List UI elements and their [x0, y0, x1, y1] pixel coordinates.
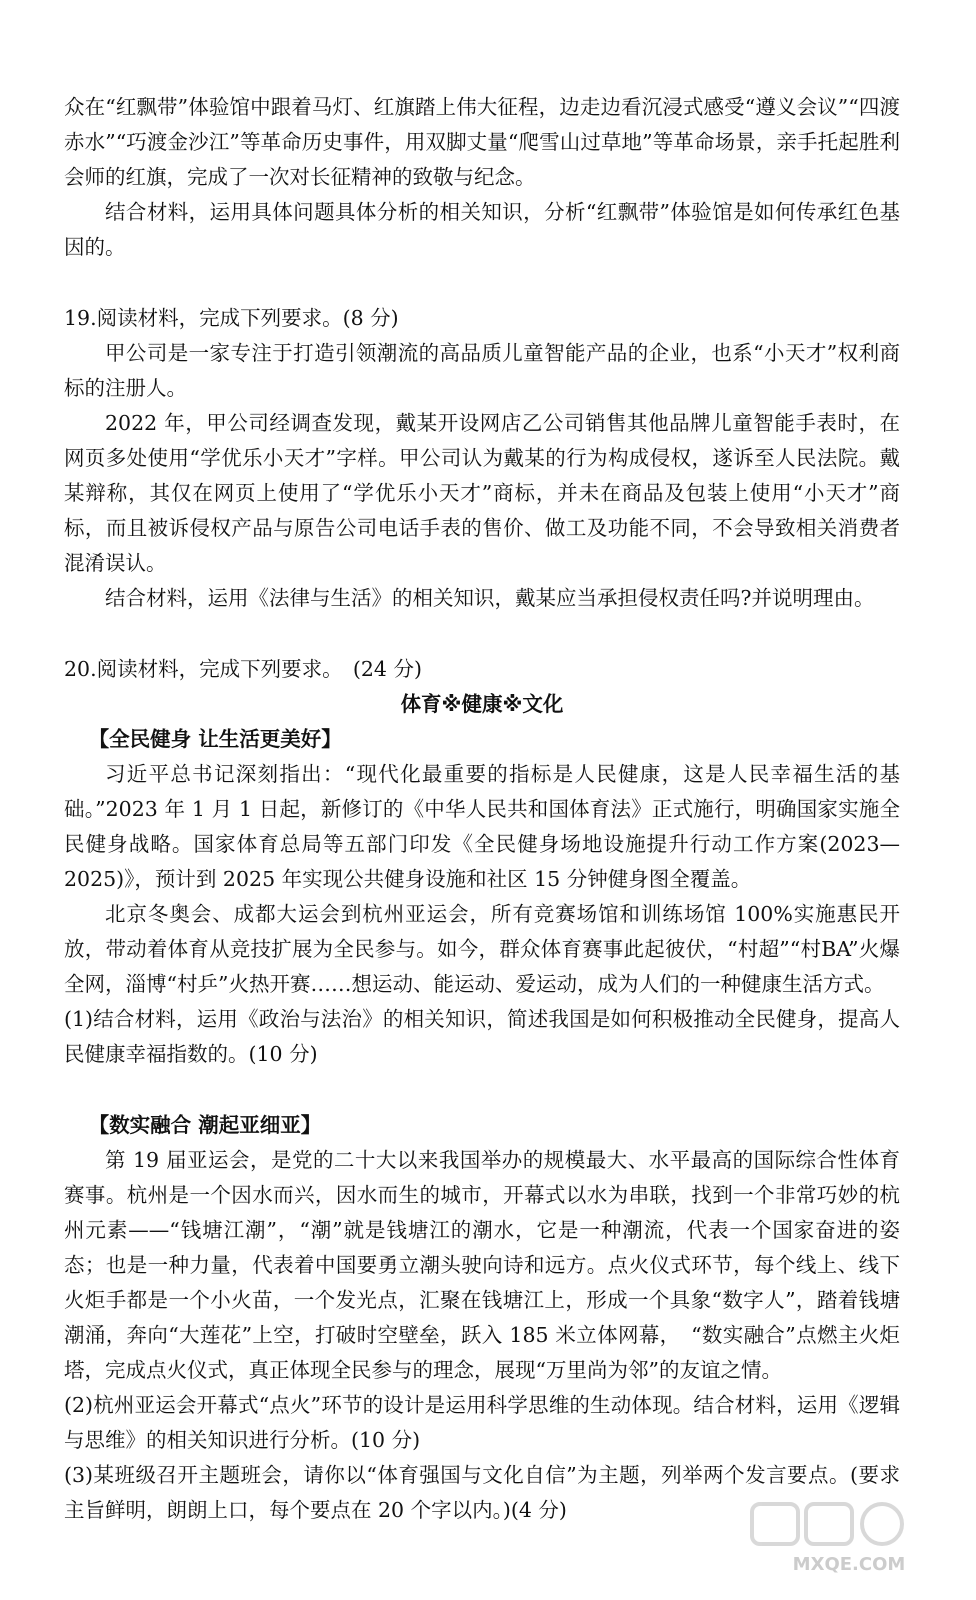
- document-page: [64, 90, 900, 1528]
- section-heading-digital: 【数实融合 潮起亚细亚】: [88, 1113, 322, 1137]
- question-19-prompt: 结合材料，运用《法律与生活》的相关知识，戴某应当承担侵权责任吗?并说明理由。: [105, 586, 875, 610]
- question-20-paragraph: 北京冬奥会、成都大运会到杭州亚运会，所有竞赛场馆和训练场馆 100%实施惠民开放，带动着体育从竞技扩展为全民参与。如今，群众体育赛事此起彼伏，“村超”“村BA”火爆全网，淄博“村乒”火热开赛……想运动、能运动、爱运动，成为人们的一种健康生活方式。: [64, 902, 900, 996]
- question-19-paragraph: 2022 年，甲公司经调查发现，戴某开设网店乙公司销售其他品牌儿童智能手表时，在网页多处使用“学优乐小天才”字样。甲公司认为戴某的行为构成侵权，遂诉至人民法院。戴某辩称，其仅在网页上使用了“学优乐小天才”商标，并未在商品及包装上使用“小天才”商标，而且被诉侵权产品与原告公司电话手表的售价、做工及功能不同，不会导致相关消费者混淆误认。: [64, 411, 900, 575]
- question-20-paragraph: 第 19 届亚运会，是党的二十大以来我国举办的规模最大、水平最高的国际综合性体育赛事。杭州是一个因水而兴，因水而生的城市，开幕式以水为串联，找到一个非常巧妙的杭州元素——“钱塘江潮”，“潮”就是钱塘江的潮水，它是一种潮流，代表一个国家奋进的姿态；也是一种力量，代表着中国要勇立潮头驶向诗和远方。点火仪式环节，每个线上、线下火炬手都是一个小火苗，一个发光点，汇聚在钱塘江上，形成一个具象“数字人”，踏着钱塘潮涌，奔向“大莲花”上空，打破时空壁垒，跃入 185 米立体网幕， “数实融合”点燃主火炬塔，完成点火仪式，真正体现全民参与的理念，展现“万里尚为邻”的友谊之情。: [64, 1148, 900, 1382]
- question-19-title: 19.阅读材料，完成下列要求。(8 分): [64, 306, 399, 330]
- watermark-text: MXQE.COM: [792, 1554, 906, 1575]
- question-20-sub-1: (1)结合材料，运用《政治与法治》的相关知识，简述我国是如何积极推动全民健身，提高人民健康幸福指数的。(10 分): [64, 1007, 900, 1066]
- question-19-paragraph: 甲公司是一家专注于打造引领潮流的高品质儿童智能产品的企业，也系“小天才”权利商标的注册人。: [64, 341, 900, 400]
- question-20-sub-3: (3)某班级召开主题班会，请你以“体育强国与文化自信”为主题，列举两个发言要点。(要求主旨鲜明，朗朗上口，每个要点在 20 个字以内。)(4 分): [64, 1463, 900, 1522]
- material-paragraph: 众在“红飘带”体验馆中跟着马灯、红旗踏上伟大征程，边走边看沉浸式感受“遵义会议”“四渡赤水”“巧渡金沙江”等革命历史事件，用双脚丈量“爬雪山过草地”等革命场景，亲手托起胜利会师的红旗，完成了一次对长征精神的致敬与纪念。: [64, 95, 900, 189]
- question-18-prompt: 结合材料，运用具体问题具体分析的相关知识，分析“红飘带”体验馆是如何传承红色基因的。: [64, 200, 900, 259]
- answer-logo-icon: [744, 1498, 954, 1578]
- section-heading-fitness: 【全民健身 让生活更美好】: [88, 727, 342, 751]
- question-20-title: 20.阅读材料，完成下列要求。 (24 分): [64, 657, 422, 681]
- watermark: [744, 1498, 954, 1578]
- question-20-sub-2: (2)杭州亚运会开幕式“点火”环节的设计是运用科学思维的生动体现。结合材料，运用《逻辑与思维》的相关知识进行分析。(10 分): [64, 1393, 900, 1452]
- question-20-paragraph: 习近平总书记深刻指出：“现代化最重要的指标是人民健康，这是人民幸福生活的基础。”2023 年 1 月 1 日起，新修订的《中华人民共和国体育法》正式施行，明确国家实施全民健身战略。国家体育总局等五部门印发《全民健身场地设施提升行动工作方案(2023—2025)》，预计到 2025 年实现公共健身设施和社区 15 分钟健身图全覆盖。: [64, 762, 900, 891]
- question-20-heading: 体育※健康※文化: [400, 692, 564, 716]
